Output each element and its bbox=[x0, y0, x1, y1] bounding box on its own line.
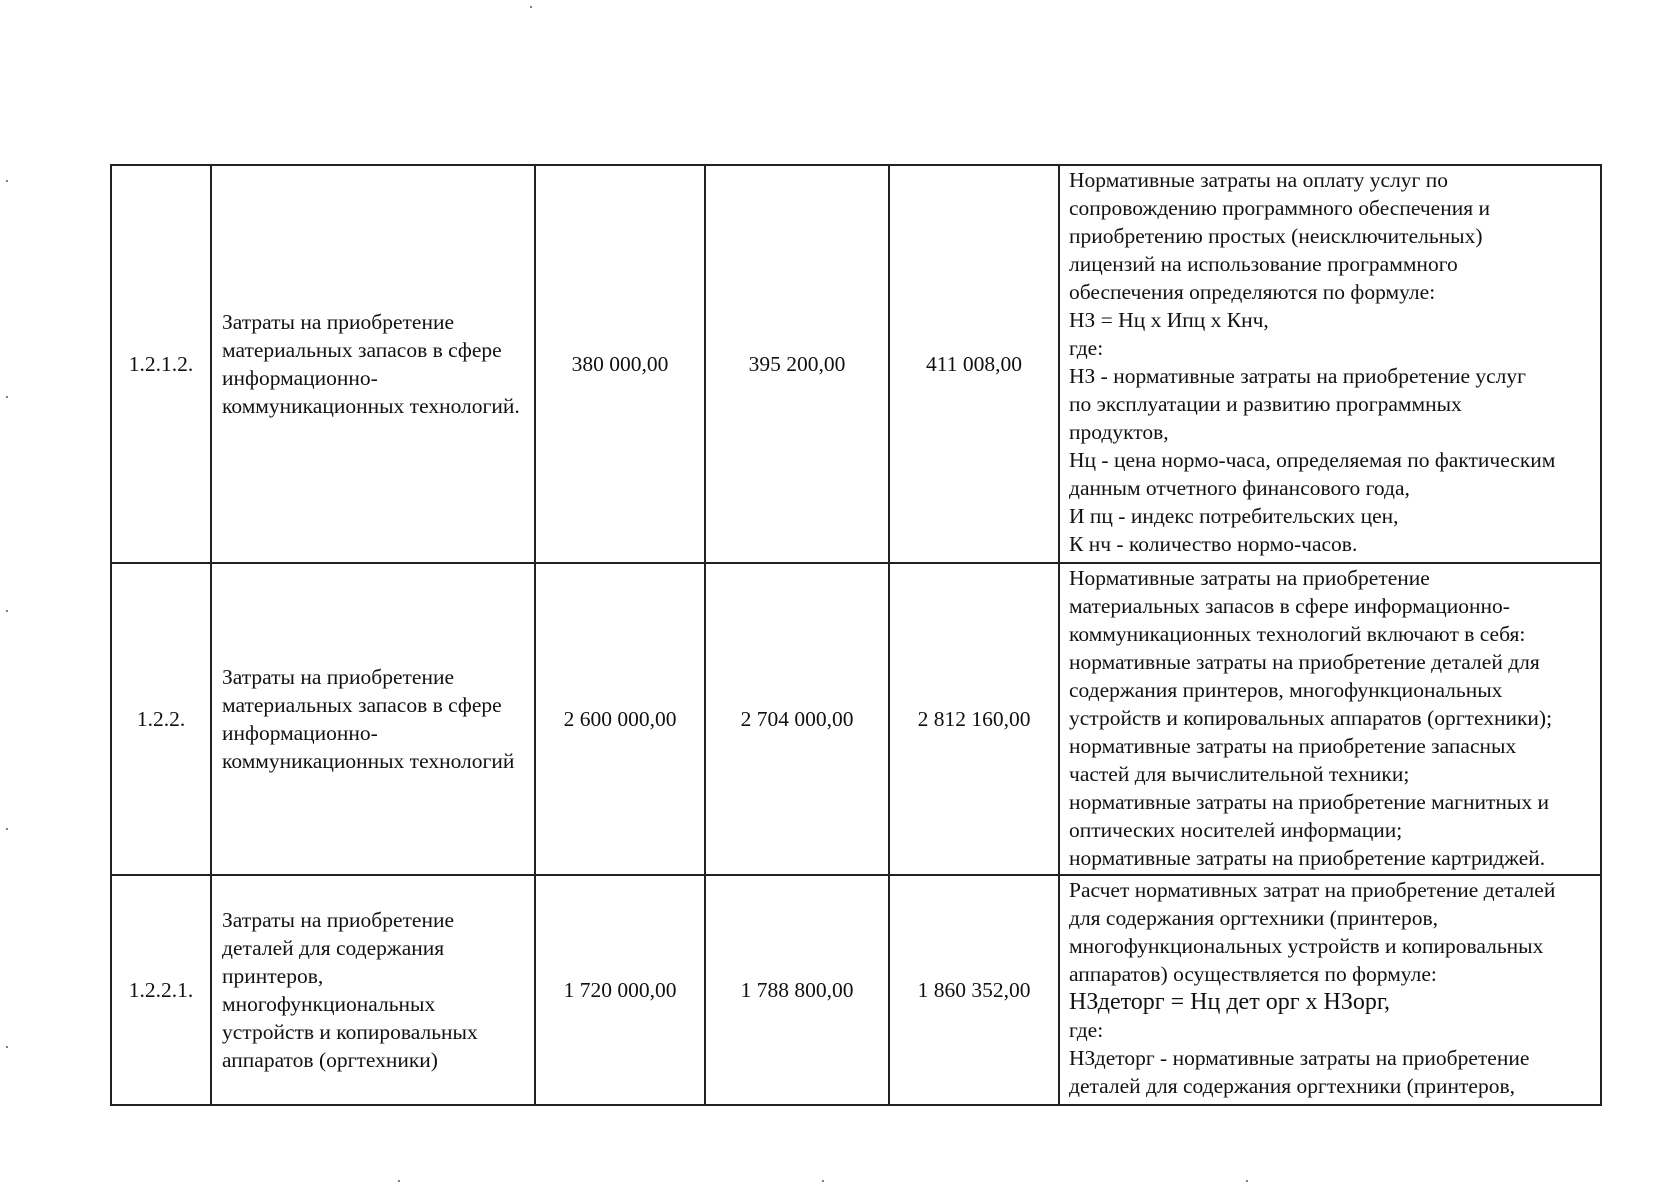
description-line: где: bbox=[1069, 336, 1104, 360]
scan-speck bbox=[6, 180, 8, 182]
row-name-text: Затраты на приобретение материальных запасов в сфере информационно-коммуникационных технологий bbox=[222, 665, 515, 773]
description-line: Нормативные затраты на приобретение bbox=[1069, 566, 1430, 590]
scan-speck bbox=[530, 6, 532, 8]
row-value-1: 2 600 000,00 bbox=[535, 563, 705, 875]
row-name bbox=[211, 563, 535, 875]
description-line: деталей для содержания оргтехники (принтеров, bbox=[1069, 1074, 1515, 1098]
description-line: сопровождению программного обеспечения и bbox=[1069, 196, 1490, 220]
description-line: по эксплуатации и развитию программных bbox=[1069, 392, 1462, 416]
description-line: устройств и копировальных аппаратов (оргтехники); bbox=[1069, 706, 1553, 730]
description-line: нормативные затраты на приобретение магнитных и bbox=[1069, 790, 1549, 814]
description-line: частей для вычислительной техники; bbox=[1069, 762, 1410, 786]
row-value-1: 1 720 000,00 bbox=[535, 875, 705, 1105]
table-row bbox=[111, 165, 1601, 563]
description-line: И пц - индекс потребительских цен, bbox=[1069, 504, 1399, 528]
description-line: где: bbox=[1069, 1018, 1104, 1042]
description-line: приобретению простых (неисключительных) bbox=[1069, 224, 1483, 248]
description-line: для содержания оргтехники (принтеров, bbox=[1069, 906, 1438, 930]
table-row bbox=[111, 875, 1601, 1105]
row-value-3: 1 860 352,00 bbox=[889, 875, 1059, 1105]
scan-speck bbox=[1246, 1180, 1248, 1182]
description-line: лицензий на использование программного bbox=[1069, 252, 1458, 276]
description-line: данным отчетного финансового года, bbox=[1069, 476, 1410, 500]
row-code: 1.2.1.2. bbox=[111, 165, 211, 563]
description-line: НЗдеторг - нормативные затраты на приобретение bbox=[1069, 1046, 1530, 1070]
description-line: материальных запасов в сфере информационно- bbox=[1069, 594, 1510, 618]
row-code: 1.2.2. bbox=[111, 563, 211, 875]
row-name-text: Затраты на приобретение материальных запасов в сфере информационно-коммуникационных технологий. bbox=[222, 310, 520, 418]
row-value-1: 380 000,00 bbox=[535, 165, 705, 563]
scan-speck bbox=[822, 1180, 824, 1182]
row-name bbox=[211, 165, 535, 563]
cost-table bbox=[110, 164, 1602, 1106]
description-line: НЗ - нормативные затраты на приобретение услуг bbox=[1069, 364, 1526, 388]
row-value-3: 411 008,00 bbox=[889, 165, 1059, 563]
row-value-2: 2 704 000,00 bbox=[705, 563, 889, 875]
description-line: Расчет нормативных затрат на приобретение деталей bbox=[1069, 878, 1556, 902]
description-line: нормативные затраты на приобретение запасных bbox=[1069, 734, 1517, 758]
row-value-3: 2 812 160,00 bbox=[889, 563, 1059, 875]
description-line: нормативные затраты на приобретение картриджей. bbox=[1069, 846, 1546, 870]
description-line: многофункциональных устройств и копировальных bbox=[1069, 934, 1544, 958]
scan-speck bbox=[6, 396, 8, 398]
scan-speck bbox=[6, 1046, 8, 1048]
row-description bbox=[1059, 165, 1601, 563]
row-name-text: Затраты на приобретение деталей для содержания принтеров, многофункциональных устройств и копировальных аппаратов (оргтехники) bbox=[222, 908, 478, 1072]
row-value-2: 395 200,00 bbox=[705, 165, 889, 563]
description-line: оптических носителей информации; bbox=[1069, 818, 1403, 842]
row-code: 1.2.2.1. bbox=[111, 875, 211, 1105]
row-value-2: 1 788 800,00 bbox=[705, 875, 889, 1105]
description-line: Нормативные затраты на оплату услуг по bbox=[1069, 168, 1449, 192]
description-line: НЗдеторг = Нц дет орг х НЗорг, bbox=[1069, 989, 1391, 1015]
row-description bbox=[1059, 563, 1601, 875]
description-line: продуктов, bbox=[1069, 420, 1169, 444]
description-line: обеспечения определяются по формуле: bbox=[1069, 280, 1436, 304]
scan-speck bbox=[6, 828, 8, 830]
description-line: К нч - количество нормо-часов. bbox=[1069, 532, 1358, 556]
description-line: НЗ = Нц х Ипц х Кнч, bbox=[1069, 308, 1269, 332]
row-name bbox=[211, 875, 535, 1105]
table-row bbox=[111, 563, 1601, 875]
description-line: аппаратов) осуществляется по формуле: bbox=[1069, 962, 1437, 986]
description-line: коммуникационных технологий включают в себя: bbox=[1069, 622, 1526, 646]
row-description bbox=[1059, 875, 1601, 1105]
description-line: содержания принтеров, многофункциональных bbox=[1069, 678, 1503, 702]
description-line: Нц - цена нормо-часа, определяемая по фактическим bbox=[1069, 448, 1556, 472]
description-line: нормативные затраты на приобретение деталей для bbox=[1069, 650, 1540, 674]
scan-speck bbox=[398, 1180, 400, 1182]
scan-speck bbox=[6, 610, 8, 612]
